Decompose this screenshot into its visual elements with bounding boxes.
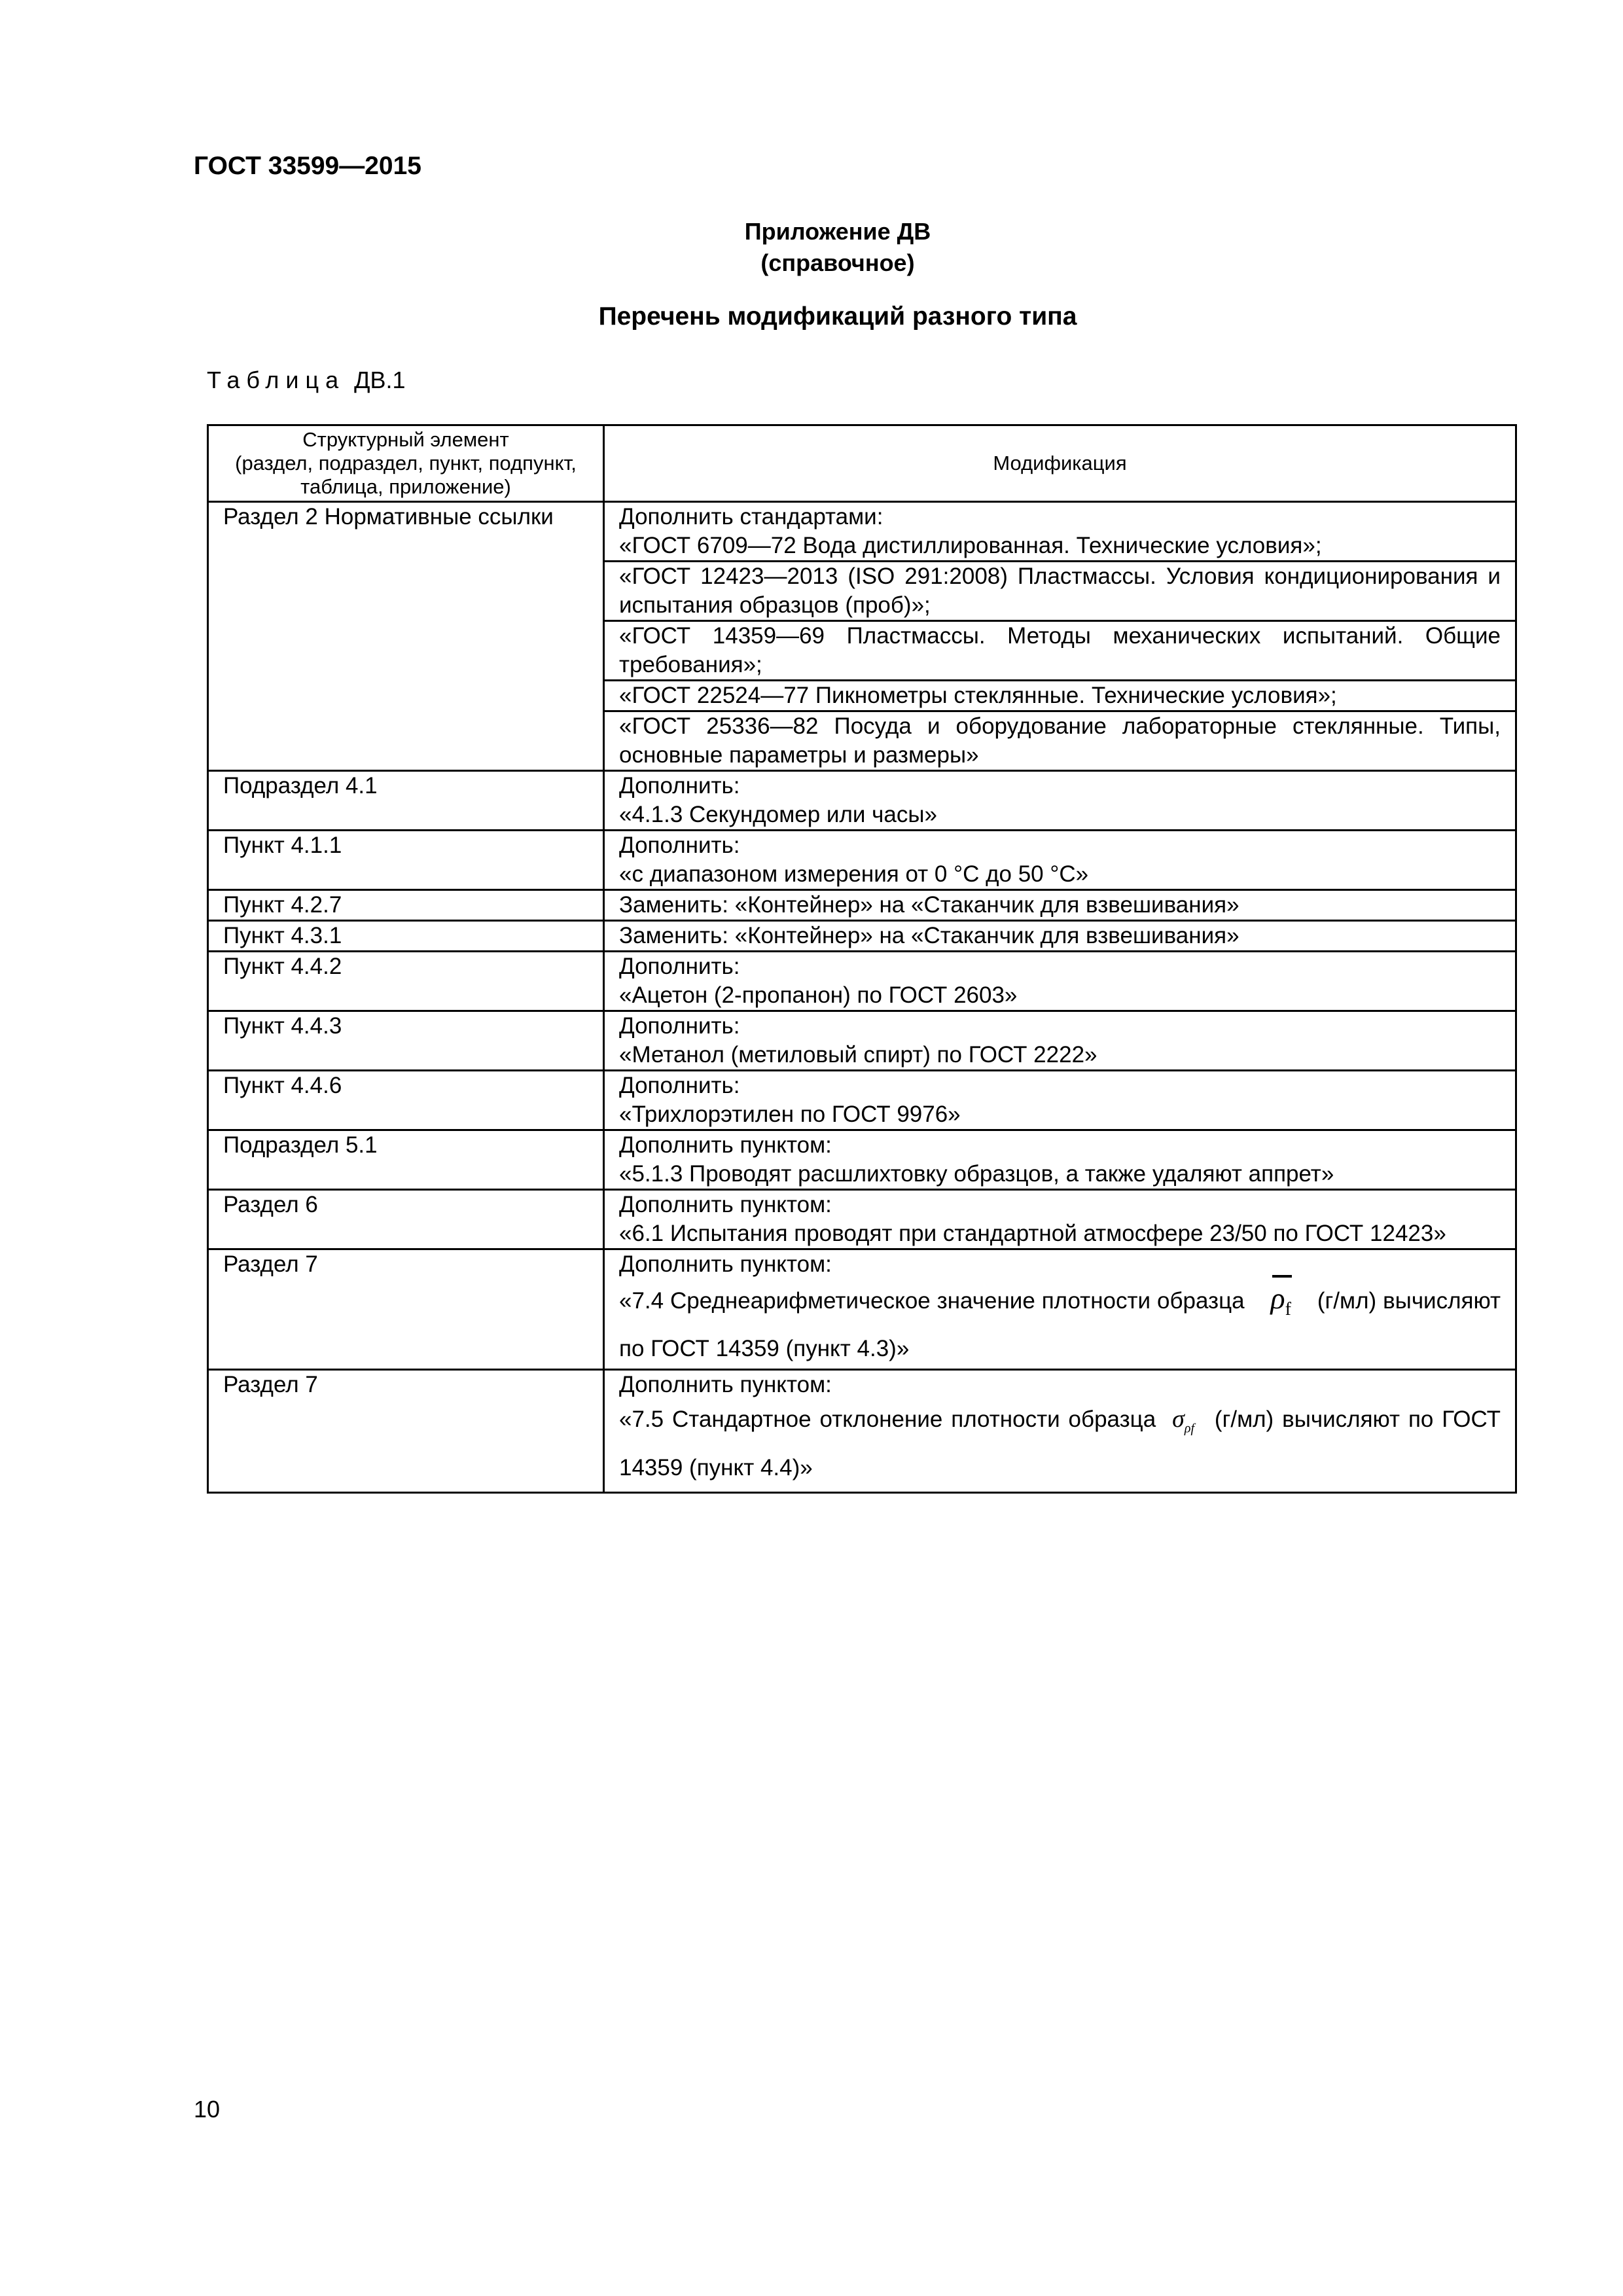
table-caption-word: Таблица [207,367,346,393]
mod-line: Дополнить стандартами: [619,504,883,529]
mod-line: «Метанол (метиловый спирт) по ГОСТ 2222» [619,1042,1097,1067]
mod-line: Заменить: «Контейнер» на «Стаканчик для взвешивания» [619,892,1240,918]
row-modification [604,1071,1516,1130]
table-caption-number: ДВ.1 [354,367,406,393]
row-modification [604,771,1516,831]
row-modification [604,1370,1516,1493]
header-line: Структурный элемент [302,428,509,451]
modifications-table [207,424,1517,1494]
table-row [208,952,1516,1011]
header-line: (раздел, подраздел, пункт, подпункт, [235,452,577,475]
row-modification [604,890,1516,921]
row-modification [604,1011,1516,1071]
header-modification: Модификация [604,425,1516,502]
symbol-subscript: f [1285,1299,1291,1320]
mod-line: Дополнить: [619,954,740,979]
formula-text-after: (г/мл) вычисляют по ГОСТ 14359 (пункт 4.4)» [619,1407,1501,1480]
row-element: Подраздел 5.1 [208,1130,604,1190]
row-modification [604,1130,1516,1190]
row-element: Пункт 4.4.3 [208,1011,604,1071]
appendix-title: Приложение ДВ [744,218,931,245]
mod-line: «с диапазоном измерения от 0 °С до 50 °С» [619,861,1089,887]
page-number: 10 [194,2096,221,2123]
row-element: Раздел 2 Нормативные ссылки [208,502,604,771]
table-caption [207,367,406,394]
mod-line: «6.1 Испытания проводят при стандартной атмосфере 23/50 по ГОСТ 12423» [619,1221,1446,1246]
list-title: Перечень модификаций разного типа [598,302,1077,331]
appendix-subtitle: (справочное) [760,249,915,276]
table-row [208,771,1516,831]
row-element: Раздел 7 [208,1370,604,1493]
row-element: Пункт 4.4.2 [208,952,604,1011]
mod-line: «5.1.3 Проводят расшлихтовку образцов, а также удаляют аппрет» [619,1161,1334,1187]
formula-text-before: «7.5 Стандартное отклонение плотности образца [619,1407,1156,1433]
mod-line: Дополнить: [619,773,740,798]
mod-line: Дополнить пунктом: [619,1132,832,1158]
table-header-row [208,425,1516,502]
mod-line: «4.1.3 Секундомер или часы» [619,802,937,827]
symbol-subscript: ρf [1184,1421,1194,1436]
table-row [208,1011,1516,1071]
std-deviation-symbol [1172,1405,1194,1436]
table-row [208,502,1516,771]
mean-density-symbol [1271,1279,1291,1329]
mod-line: Дополнить: [619,1073,740,1098]
mod-line: Дополнить: [619,833,740,858]
mod-subcell: «ГОСТ 25336—82 Посуда и оборудование лабораторные стеклянные. Типы, основные параметры и размеры» [605,710,1515,770]
appendix-heading [0,216,1623,279]
row-element: Пункт 4.2.7 [208,890,604,921]
row-element: Раздел 6 [208,1190,604,1249]
document-code: ГОСТ 33599—2015 [194,152,421,180]
mod-subcell: «ГОСТ 22524—77 Пикнометры стеклянные. Технические условия»; [605,679,1515,710]
mod-line: Дополнить пунктом: [619,1192,832,1217]
mod-line: «ГОСТ 6709—72 Вода дистиллированная. Технические условия»; [619,533,1322,558]
table-row [208,1130,1516,1190]
row-modification [604,952,1516,1011]
row-modification [604,1249,1516,1370]
table-row [208,1370,1516,1493]
table-row [208,831,1516,890]
row-modification [604,921,1516,952]
mod-line: Заменить: «Контейнер» на «Стаканчик для взвешивания» [619,923,1240,948]
row-element: Подраздел 4.1 [208,771,604,831]
mod-line: Дополнить пунктом: [619,1251,832,1277]
row-element: Пункт 4.1.1 [208,831,604,890]
mod-line: Дополнить: [619,1013,740,1039]
table-row [208,1249,1516,1370]
row-modification [604,502,1516,771]
mod-line: «Трихлорэтилен по ГОСТ 9976» [619,1102,961,1127]
row-element: Раздел 7 [208,1249,604,1370]
formula-text-before: «7.4 Среднеарифметическое значение плотности образца [619,1288,1245,1314]
formula-text-after: (г/мл) вычисляют по ГОСТ 14359 (пункт 4.3)» [619,1288,1501,1362]
header-line: таблица, приложение) [300,475,511,498]
mod-line: Дополнить пунктом: [619,1372,832,1398]
overline-mark [1272,1275,1292,1278]
row-element: Пункт 4.4.6 [208,1071,604,1130]
table-row [208,890,1516,921]
row-modification [604,831,1516,890]
row-modification [604,1190,1516,1249]
mod-formula-text [619,1279,1501,1369]
table-row [208,921,1516,952]
symbol-glyph: ρ [1270,1282,1285,1315]
symbol-glyph: σ [1172,1405,1185,1433]
table-row [208,1071,1516,1130]
table-row [208,1190,1516,1249]
mod-subcell: «ГОСТ 12423—2013 (ISO 291:2008) Пластмассы. Условия кондиционирования и испытания образцов (проб)»; [605,560,1515,620]
mod-line: «Ацетон (2-пропанон) по ГОСТ 2603» [619,982,1018,1008]
row-element: Пункт 4.3.1 [208,921,604,952]
header-structural-element [208,425,604,502]
mod-subcell: «ГОСТ 14359—69 Пластмассы. Методы механических испытаний. Общие требования»; [605,620,1515,679]
mod-formula-text [619,1399,1501,1488]
